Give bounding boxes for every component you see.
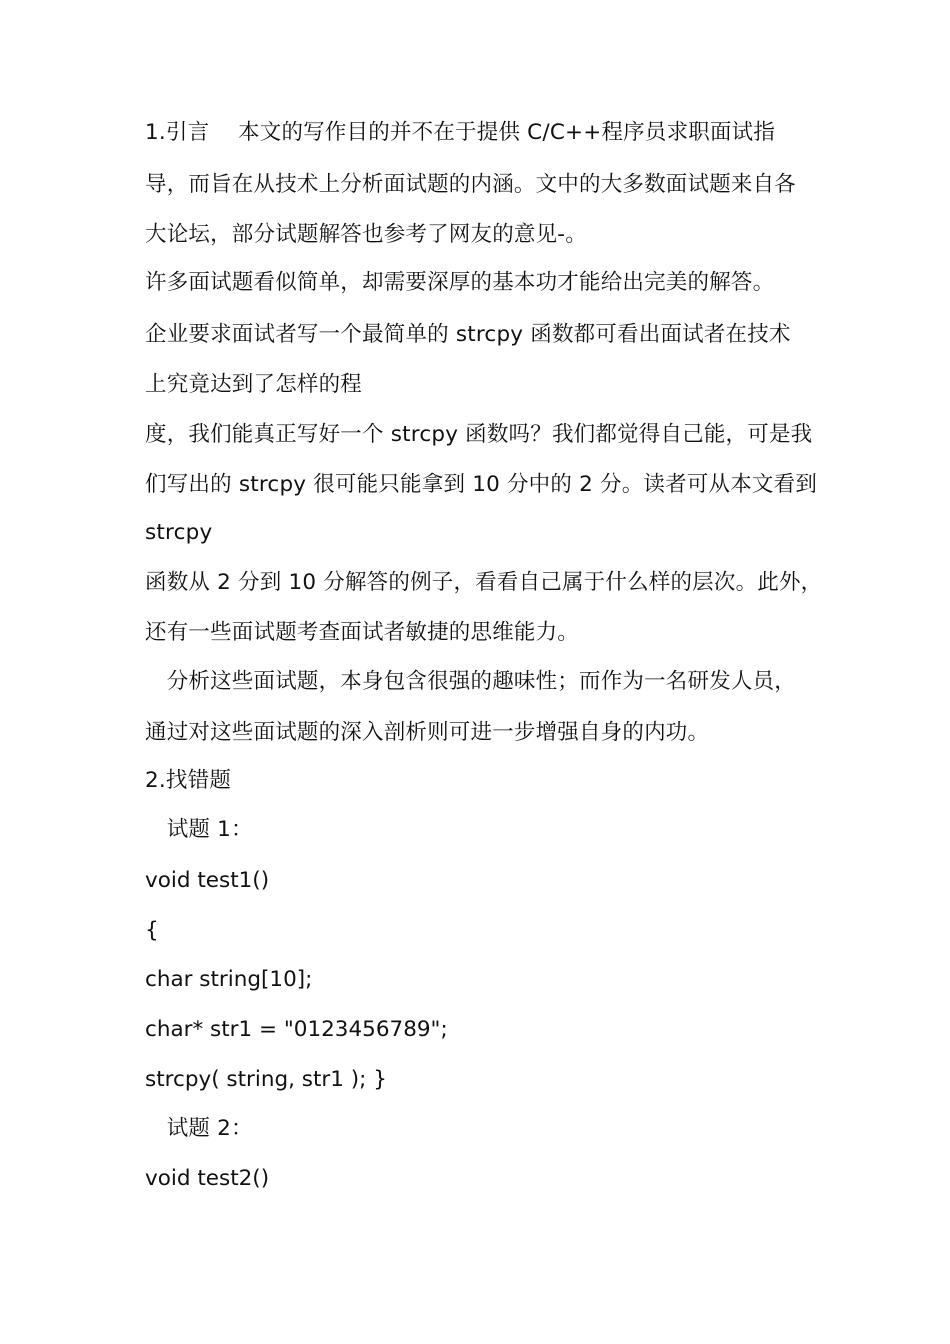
text-line-intro: 1.引言 本文的写作目的并不在于提供 C/C++程序员求职面试指 [145, 120, 776, 145]
text-line: 大论坛，部分试题解答也参考了网友的意见-。 [145, 222, 587, 247]
text-line: 导，而旨在从技术上分析面试题的内涵。文中的大多数面试题来自各 [145, 172, 797, 197]
text-line: 通过对这些面试题的深入剖析则可进一步增强自身的内功。 [145, 720, 710, 745]
text-line: 上究竟达到了怎样的程 [145, 372, 363, 397]
exercise-label: 试题 1： [145, 817, 253, 842]
text-line: 分析这些面试题，本身包含很强的趣味性；而作为一名研发人员， [145, 669, 797, 694]
text-line: 函数从 2 分到 10 分解答的例子，看看自己属于什么样的层次。此外， [145, 570, 823, 595]
code-line: char* str1 = "0123456789"; [145, 1017, 448, 1042]
text-line: 度，我们能真正写好一个 strcpy 函数吗？我们都觉得自己能，可是我 [145, 422, 813, 447]
text-line: strcpy [145, 520, 213, 545]
text-line: 许多面试题看似简单，却需要深厚的基本功才能给出完美的解答。 [145, 270, 775, 295]
section-heading: 2.找错题 [145, 768, 232, 793]
code-line: strcpy( string, str1 ); } [145, 1067, 387, 1092]
code-line: char string[10]; [145, 967, 313, 992]
code-line: void test2() [145, 1166, 270, 1191]
text-line: 企业要求面试者写一个最简单的 strcpy 函数都可看出面试者在技术 [145, 322, 791, 347]
text-line: 还有一些面试题考查面试者敏捷的思维能力。 [145, 620, 580, 645]
text-line: 们写出的 strcpy 很可能只能拿到 10 分中的 2 分。读者可从本文看到 [145, 472, 818, 497]
code-line: { [145, 918, 159, 943]
code-line: void test1() [145, 868, 270, 893]
exercise-label: 试题 2： [145, 1116, 253, 1141]
